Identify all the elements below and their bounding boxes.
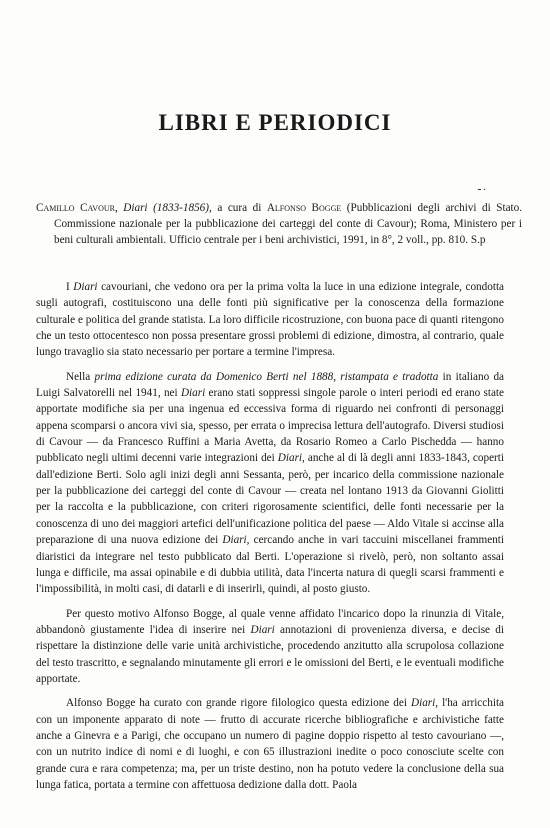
text-run: I xyxy=(66,281,70,293)
citation-details: (Pubblicazioni degli archivi di Stato. Commissione nazionale per la pubblicazione dei carteggi del conte di Cavour); Roma, Ministero per i beni culturali ambientali. Ufficio centrale per i beni archivistici, 1991, in 8°, 2 voll., pp. 810. S.p xyxy=(54,202,523,246)
text-run: cercando anche in vari taccuini miscellanei frammenti diaristici da integrare nel testo pubblicato dal Berti. L'operazione si rivelò, però, non soltanto assai lunga e difficile, ma assai opinabile e di dubbia utilità, data l'incerta natura di quegli scarsi frammenti e l'impossibilità, in molti casi, di datarli e di inserirli, quindi, al posto giusto. xyxy=(36,534,505,596)
text-run: anche al di là degli anni 1833-1843, coperti dall'edizione Berti. Solo agli inizi degli anni Sessanta, però, per incarico della commissione nazionale per la pubblicazione dei carteggi del conte di Cavour — creata nel lontano 1913 da Giovanni Giolitti per la raccolta e la pubblicazione, con criteri rigorosamente scientifici, delle fonti necessarie per la conoscenza di uno dei maggiori artefici dell'unificazione politica del paese — Aldo Vitale si accinse alla preparazione di una nuova edizione dei xyxy=(36,452,504,547)
text-run: in italiano da Luigi Salvatorelli nel 1941, nei xyxy=(36,370,505,400)
italic-run: prima edizione curata da Domenico Berti nel 1888, ristampata e tradotta xyxy=(94,370,439,383)
italic-run: Diari, xyxy=(222,534,250,547)
italic-run: Diari xyxy=(250,623,275,636)
italic-run: Diari, xyxy=(277,452,305,465)
paragraph-4 xyxy=(36,695,504,793)
italic-run: Diari xyxy=(73,281,98,293)
italic-run: Diari xyxy=(180,387,206,400)
page-title: LIBRI E PERIODICI xyxy=(158,110,392,135)
paragraph-2 xyxy=(36,369,504,598)
text-run: erano stati soppressi singole parole o interi periodi ed erano state apportate modifiche sia per una ingenua ed eccessiva forma di riguardo nei confronti di personaggi appena scomparsi o ancora vivi sia, spesso, per errata o imprecisa lettura dell'autografo. Diversi studiosi di Cavour — da Francesco Ruffini a Maria Avetta, da Rosario Romeo a Carlo Pischedda — hanno pubblicato negli ultimi decenni varie integrazioni dei xyxy=(36,387,504,465)
review-body xyxy=(36,279,504,793)
book-citation xyxy=(36,200,522,248)
text-run: cavouriani, che vedono ora per la prima volta la luce in una edizione integrale, condotta sugli autografi, costituiscono una delle fonti più significative per la conoscenza della formazione culturale e politica del grande statista. La loro difficile ricostruzione, con buona pace di quanti ritengono che un testo ottocentesco non possa presentare grossi problemi di edizione, dimostra, al contrario, quale lungo travaglio sia stato necessario per portare a termine l'impresa. xyxy=(36,281,505,359)
citation-editor: Alfonso Bogge xyxy=(266,202,342,214)
citation-years: (1833-1856), xyxy=(153,202,212,214)
text-run: l'ha arricchita con un imponente apparato di note — frutto di accurate ricerche bibliografiche e archivistiche fatte anche a Ginevra e a Parigi, che occupano un numero di pagine doppio rispetto al testo cavouriano —, con un nutrito indice di nomi e di luoghi, e con 65 illustrazioni inedite o poco conosciute scelte con grande cura e rara competenza; ma, per un triste destino, non ha potuto vedere la conclusione della sua lunga fatica, portata a termine con affettuosa dedizione dalla dott. Paola xyxy=(36,697,505,791)
paragraph-1 xyxy=(36,279,504,361)
print-mark: ـ . xyxy=(478,182,486,193)
text-run: annotazioni di provenienza diversa, e decise di rispettare la distinzione delle varie unità archivistiche, procedendo anzitutto alla scrupolosa collazione del testo trascritto, e segnalando minutamente gli errori e le omissioni del Berti, e le eventuali modifiche apportate. xyxy=(36,623,504,685)
italic-run: Diari, xyxy=(411,697,439,710)
citation-work-title: Diari xyxy=(123,202,148,214)
text-run: Alfonso Bogge ha curato con grande rigore filologico questa edizione dei xyxy=(66,697,407,710)
text-run: Nella xyxy=(66,370,91,383)
paragraph-3 xyxy=(36,606,504,688)
text-run: Per questo motivo Alfonso Bogge, al quale venne affidato l'incarico dopo la rinunzia di Vitale, abbandonò giustamente l'idea di inserire nei xyxy=(36,607,504,636)
citation-curated-by: a cura di xyxy=(217,202,262,214)
citation-author: Camillo Cavour, xyxy=(36,202,118,214)
